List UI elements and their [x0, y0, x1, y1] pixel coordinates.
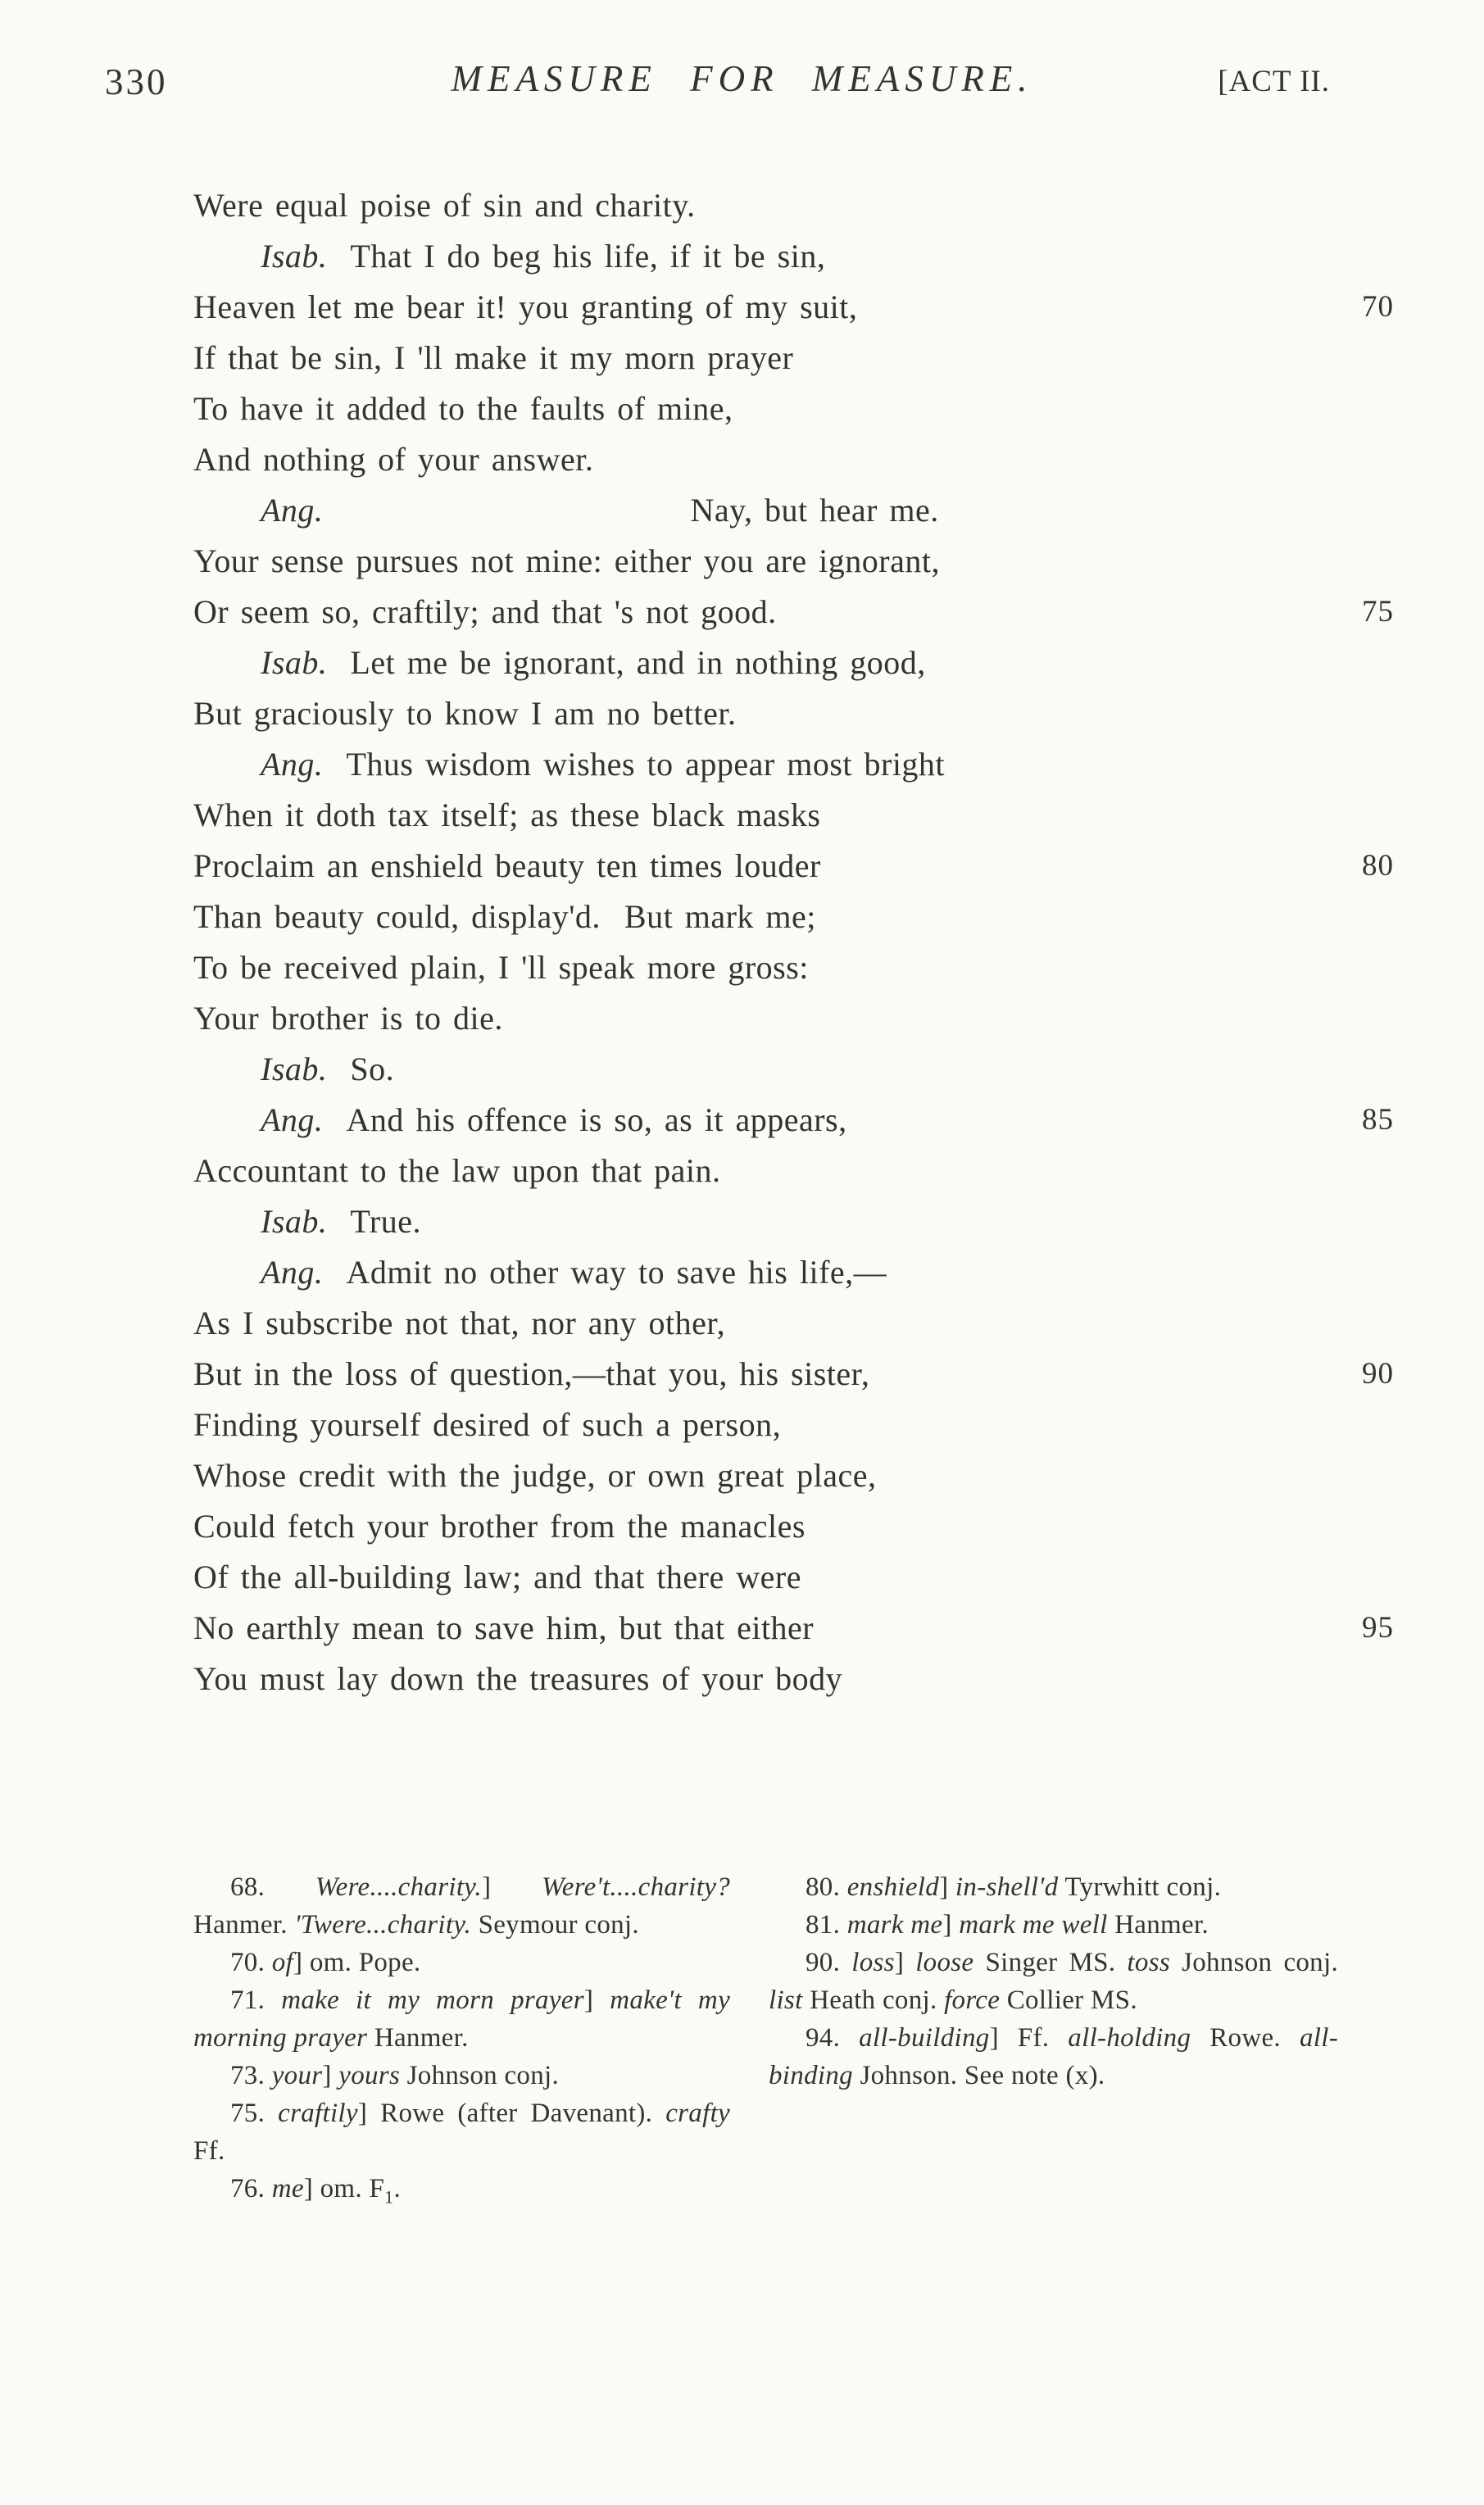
play-line	[193, 1196, 1406, 1247]
verse-text: Were equal poise of sin and charity.	[193, 187, 696, 224]
verse-text: And nothing of your answer.	[193, 441, 594, 478]
play-line	[193, 587, 1406, 638]
speaker-name: Ang.	[261, 492, 324, 529]
verse-text: Your brother is to die.	[193, 1000, 503, 1037]
line-number: 90	[1362, 1357, 1394, 1391]
verse-text: True.	[350, 1203, 421, 1240]
verse-text: If that be sin, I 'll make it my morn prayer	[193, 339, 794, 376]
play-line	[193, 638, 1406, 688]
verse-text: Let me be ignorant, and in nothing good,	[350, 644, 926, 681]
verse-text: Whose credit with the judge, or own great place,	[193, 1457, 877, 1494]
verse-text: Or seem so, craftily; and that 's not good.	[193, 593, 777, 630]
footnote: 94. all-building] Ff. all-holding Rowe. all-binding Johnson. See note (x).	[769, 2023, 1338, 2090]
play-line	[193, 942, 1406, 993]
play-line	[193, 180, 1406, 231]
verse-text: Of the all-building law; and that there were	[193, 1559, 801, 1595]
verse-text: Thus wisdom wishes to appear most bright	[346, 746, 946, 783]
act-label: [ACT II.	[1218, 65, 1330, 98]
footnote: 73. your] yours Johnson conj.	[230, 2061, 560, 2090]
verse-text: Finding yourself desired of such a person,	[193, 1406, 782, 1443]
verse-text: And his offence is so, as it appears,	[346, 1101, 847, 1138]
play-line	[193, 434, 1406, 485]
verse-text: Heaven let me bear it! you granting of my suit,	[193, 288, 858, 325]
verse-text: But in the loss of question,—that you, his sister,	[193, 1355, 870, 1392]
play-line	[193, 333, 1406, 383]
play-line	[193, 1298, 1406, 1349]
footnotes-left-column	[193, 1868, 730, 2217]
verse-text: Nay, but hear me.	[690, 492, 939, 529]
page-header	[0, 57, 1484, 115]
verse-text: Accountant to the law upon that pain.	[193, 1152, 721, 1189]
play-line	[193, 231, 1406, 282]
verse-text: So.	[350, 1051, 395, 1087]
play-line	[193, 1349, 1406, 1400]
play-line	[193, 739, 1406, 790]
play-line	[193, 688, 1406, 739]
play-line	[193, 1552, 1406, 1603]
play-line	[193, 536, 1406, 587]
play-line	[193, 383, 1406, 434]
play-line	[193, 1603, 1406, 1654]
play-line	[193, 1095, 1406, 1146]
speaker-name: Isab.	[261, 1051, 328, 1087]
verse-text: Your sense pursues not mine: either you are ignorant,	[193, 542, 940, 579]
play-line	[193, 1501, 1406, 1552]
page-number: 330	[105, 61, 168, 102]
verse-text: To be received plain, I 'll speak more gross:	[193, 949, 809, 986]
speaker-name: Ang.	[261, 1101, 324, 1138]
running-title: MEASURE FOR MEASURE.	[451, 58, 1033, 99]
speaker-name: Isab.	[261, 644, 328, 681]
footnotes-right-column	[769, 1868, 1338, 2094]
line-number: 85	[1362, 1103, 1394, 1137]
play-line	[193, 1450, 1406, 1501]
footnote: 76. me] om. $F_1$.	[230, 2174, 402, 2208]
play-line	[193, 1146, 1406, 1196]
play-line	[193, 892, 1406, 942]
line-number: 80	[1362, 849, 1394, 883]
verse-text: You must lay down the treasures of your body	[193, 1660, 843, 1697]
play-line	[193, 1400, 1406, 1450]
verse-text: No earthly mean to save him, but that either	[193, 1609, 815, 1646]
footnote: 70. of] om. Pope.	[230, 1948, 421, 1977]
verse-text: Could fetch your brother from the manacles	[193, 1508, 806, 1545]
play-line	[193, 790, 1406, 841]
play-line	[193, 1044, 1406, 1095]
speaker-name: Ang.	[261, 1254, 324, 1291]
footnote: 71. make it my morn prayer] make't my morning prayer Hanmer.	[193, 1985, 731, 2053]
verse-text: That I do beg his life, if it be sin,	[350, 238, 826, 275]
play-line	[193, 485, 1406, 536]
line-number: 95	[1362, 1611, 1394, 1645]
speaker-name: Ang.	[261, 746, 324, 783]
play-line	[193, 993, 1406, 1044]
speaker-name: Isab.	[261, 238, 328, 275]
footnote: 81. mark me] mark me well Hanmer.	[806, 1910, 1209, 1940]
footnote: 68. Were....charity.] Were't....charity? Hanmer. 'Twere...charity. Seymour conj.	[193, 1872, 731, 1940]
verse-text: To have it added to the faults of mine,	[193, 390, 733, 427]
play-line	[193, 1247, 1406, 1298]
verse-text: Than beauty could, display'd. But mark me;	[193, 898, 816, 935]
footnote: 90. loss] loose Singer MS. toss Johnson conj. list Heath conj. force Collier MS.	[769, 1948, 1339, 2015]
verse-text: But graciously to know I am no better.	[193, 695, 737, 732]
line-number: 70	[1362, 290, 1394, 324]
play-line	[193, 282, 1406, 333]
line-number: 75	[1362, 595, 1394, 629]
verse-text: Admit no other way to save his life,—	[346, 1254, 887, 1291]
verse-text: Proclaim an enshield beauty ten times louder	[193, 847, 821, 884]
footnote: 75. craftily] Rowe (after Davenant). crafty Ff.	[193, 2099, 730, 2166]
footnote: 80. enshield] in-shell'd Tyrwhitt conj.	[806, 1872, 1222, 1902]
play-text	[193, 180, 1406, 1704]
play-line	[193, 841, 1406, 892]
verse-text: When it doth tax itself; as these black masks	[193, 796, 821, 833]
play-line	[193, 1654, 1406, 1704]
speaker-name: Isab.	[261, 1203, 328, 1240]
verse-text: As I subscribe not that, nor any other,	[193, 1305, 726, 1341]
